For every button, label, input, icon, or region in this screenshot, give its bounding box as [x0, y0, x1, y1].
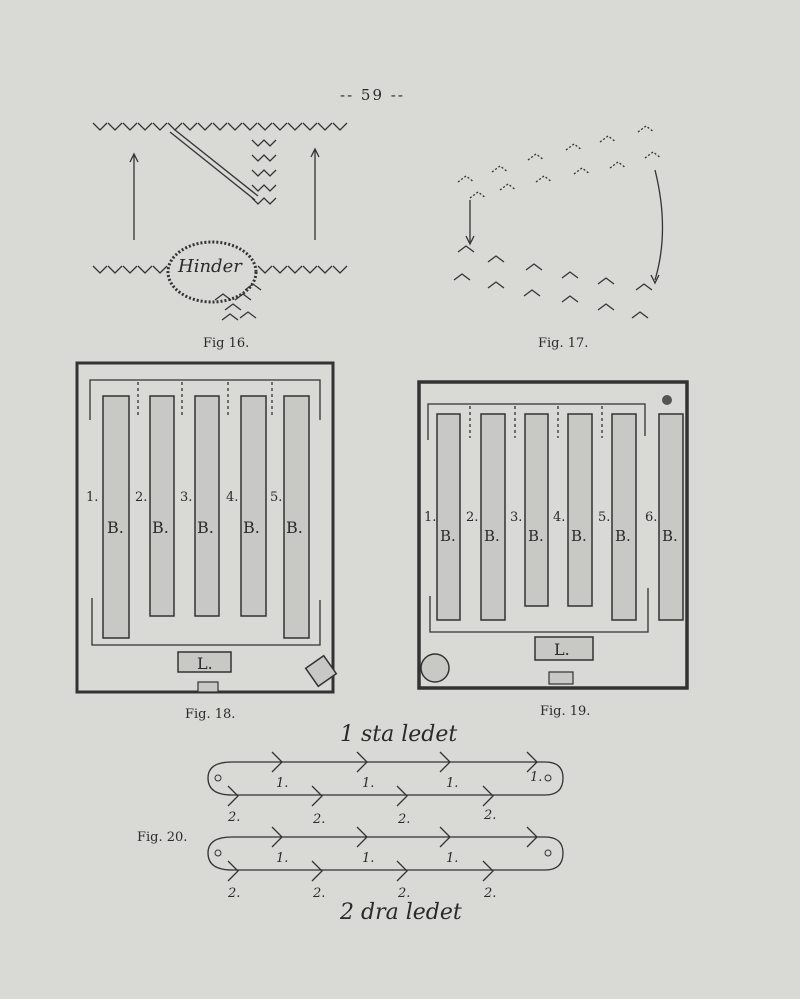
- fig20-mark-top: 1.: [530, 770, 543, 785]
- fig18-row-label: B.: [286, 518, 303, 537]
- fig19-row-label: B.: [440, 527, 456, 545]
- fig20-mark-top: 1.: [362, 851, 375, 866]
- fig19-row-label: B.: [528, 527, 544, 545]
- fig17-diagram: [454, 126, 663, 318]
- fig20-mark-top: 1.: [362, 776, 375, 791]
- fig19-row-number: 3.: [510, 510, 523, 525]
- fig20-diagram: [208, 752, 563, 881]
- fig20-mark-top: 1.: [446, 776, 459, 791]
- fig20-mark-bottom: 2.: [313, 812, 326, 827]
- fig20-mark-bottom: 2.: [484, 886, 497, 901]
- page-number: -- 59 --: [340, 86, 405, 104]
- fig18-row-label: B.: [243, 518, 260, 537]
- fig18-row-number: 4.: [226, 490, 239, 505]
- fig19-row-number: 4.: [553, 510, 566, 525]
- fig19-row-label: B.: [571, 527, 587, 545]
- fig20-title-top: 1 sta ledet: [340, 722, 458, 747]
- fig19-caption: Fig. 19.: [540, 704, 591, 719]
- fig20-mark-top: 1.: [446, 851, 459, 866]
- fig20-caption: Fig. 20.: [137, 830, 188, 845]
- fig20-mark-top: 1.: [276, 776, 289, 791]
- fig18-caption: Fig. 18.: [185, 707, 236, 722]
- fig20-mark-bottom: 2.: [228, 886, 241, 901]
- fig17-caption: Fig. 17.: [538, 336, 589, 351]
- fig18-l-label: L.: [197, 654, 213, 673]
- fig19-row-label: B.: [484, 527, 500, 545]
- fig16-diagram: [93, 123, 347, 320]
- fig18-row-label: B.: [107, 518, 124, 537]
- fig19-row-number: 6.: [645, 510, 658, 525]
- fig18-row-number: 1.: [86, 490, 99, 505]
- fig18-row-number: 5.: [270, 490, 283, 505]
- fig20-title-bottom: 2 dra ledet: [340, 900, 462, 925]
- fig19-row-number: 1.: [424, 510, 437, 525]
- fig18-beams: [103, 396, 309, 638]
- fig19-row-number: 5.: [598, 510, 611, 525]
- fig20-mark-bottom: 2.: [313, 886, 326, 901]
- fig18-row-label: B.: [197, 518, 214, 537]
- fig19-row-label: B.: [662, 527, 678, 545]
- fig16-caption: Fig 16.: [203, 336, 250, 351]
- fig19-row-label: B.: [615, 527, 631, 545]
- fig20-mark-bottom: 2.: [228, 810, 241, 825]
- fig20-mark-bottom: 2.: [398, 812, 411, 827]
- fig18-row-label: B.: [152, 518, 169, 537]
- fig19-diagram: [419, 382, 687, 688]
- fig18-row-number: 3.: [180, 490, 193, 505]
- fig18-row-number: 2.: [135, 490, 148, 505]
- fig16-obstacle-label: Hinder: [178, 256, 242, 277]
- fig20-mark-top: 1.: [276, 851, 289, 866]
- fig19-row-number: 2.: [466, 510, 479, 525]
- fig19-l-label: L.: [554, 640, 570, 659]
- fig20-mark-bottom: 2.: [398, 886, 411, 901]
- fig20-mark-bottom: 2.: [484, 808, 497, 823]
- fig16-top-row: [93, 123, 347, 130]
